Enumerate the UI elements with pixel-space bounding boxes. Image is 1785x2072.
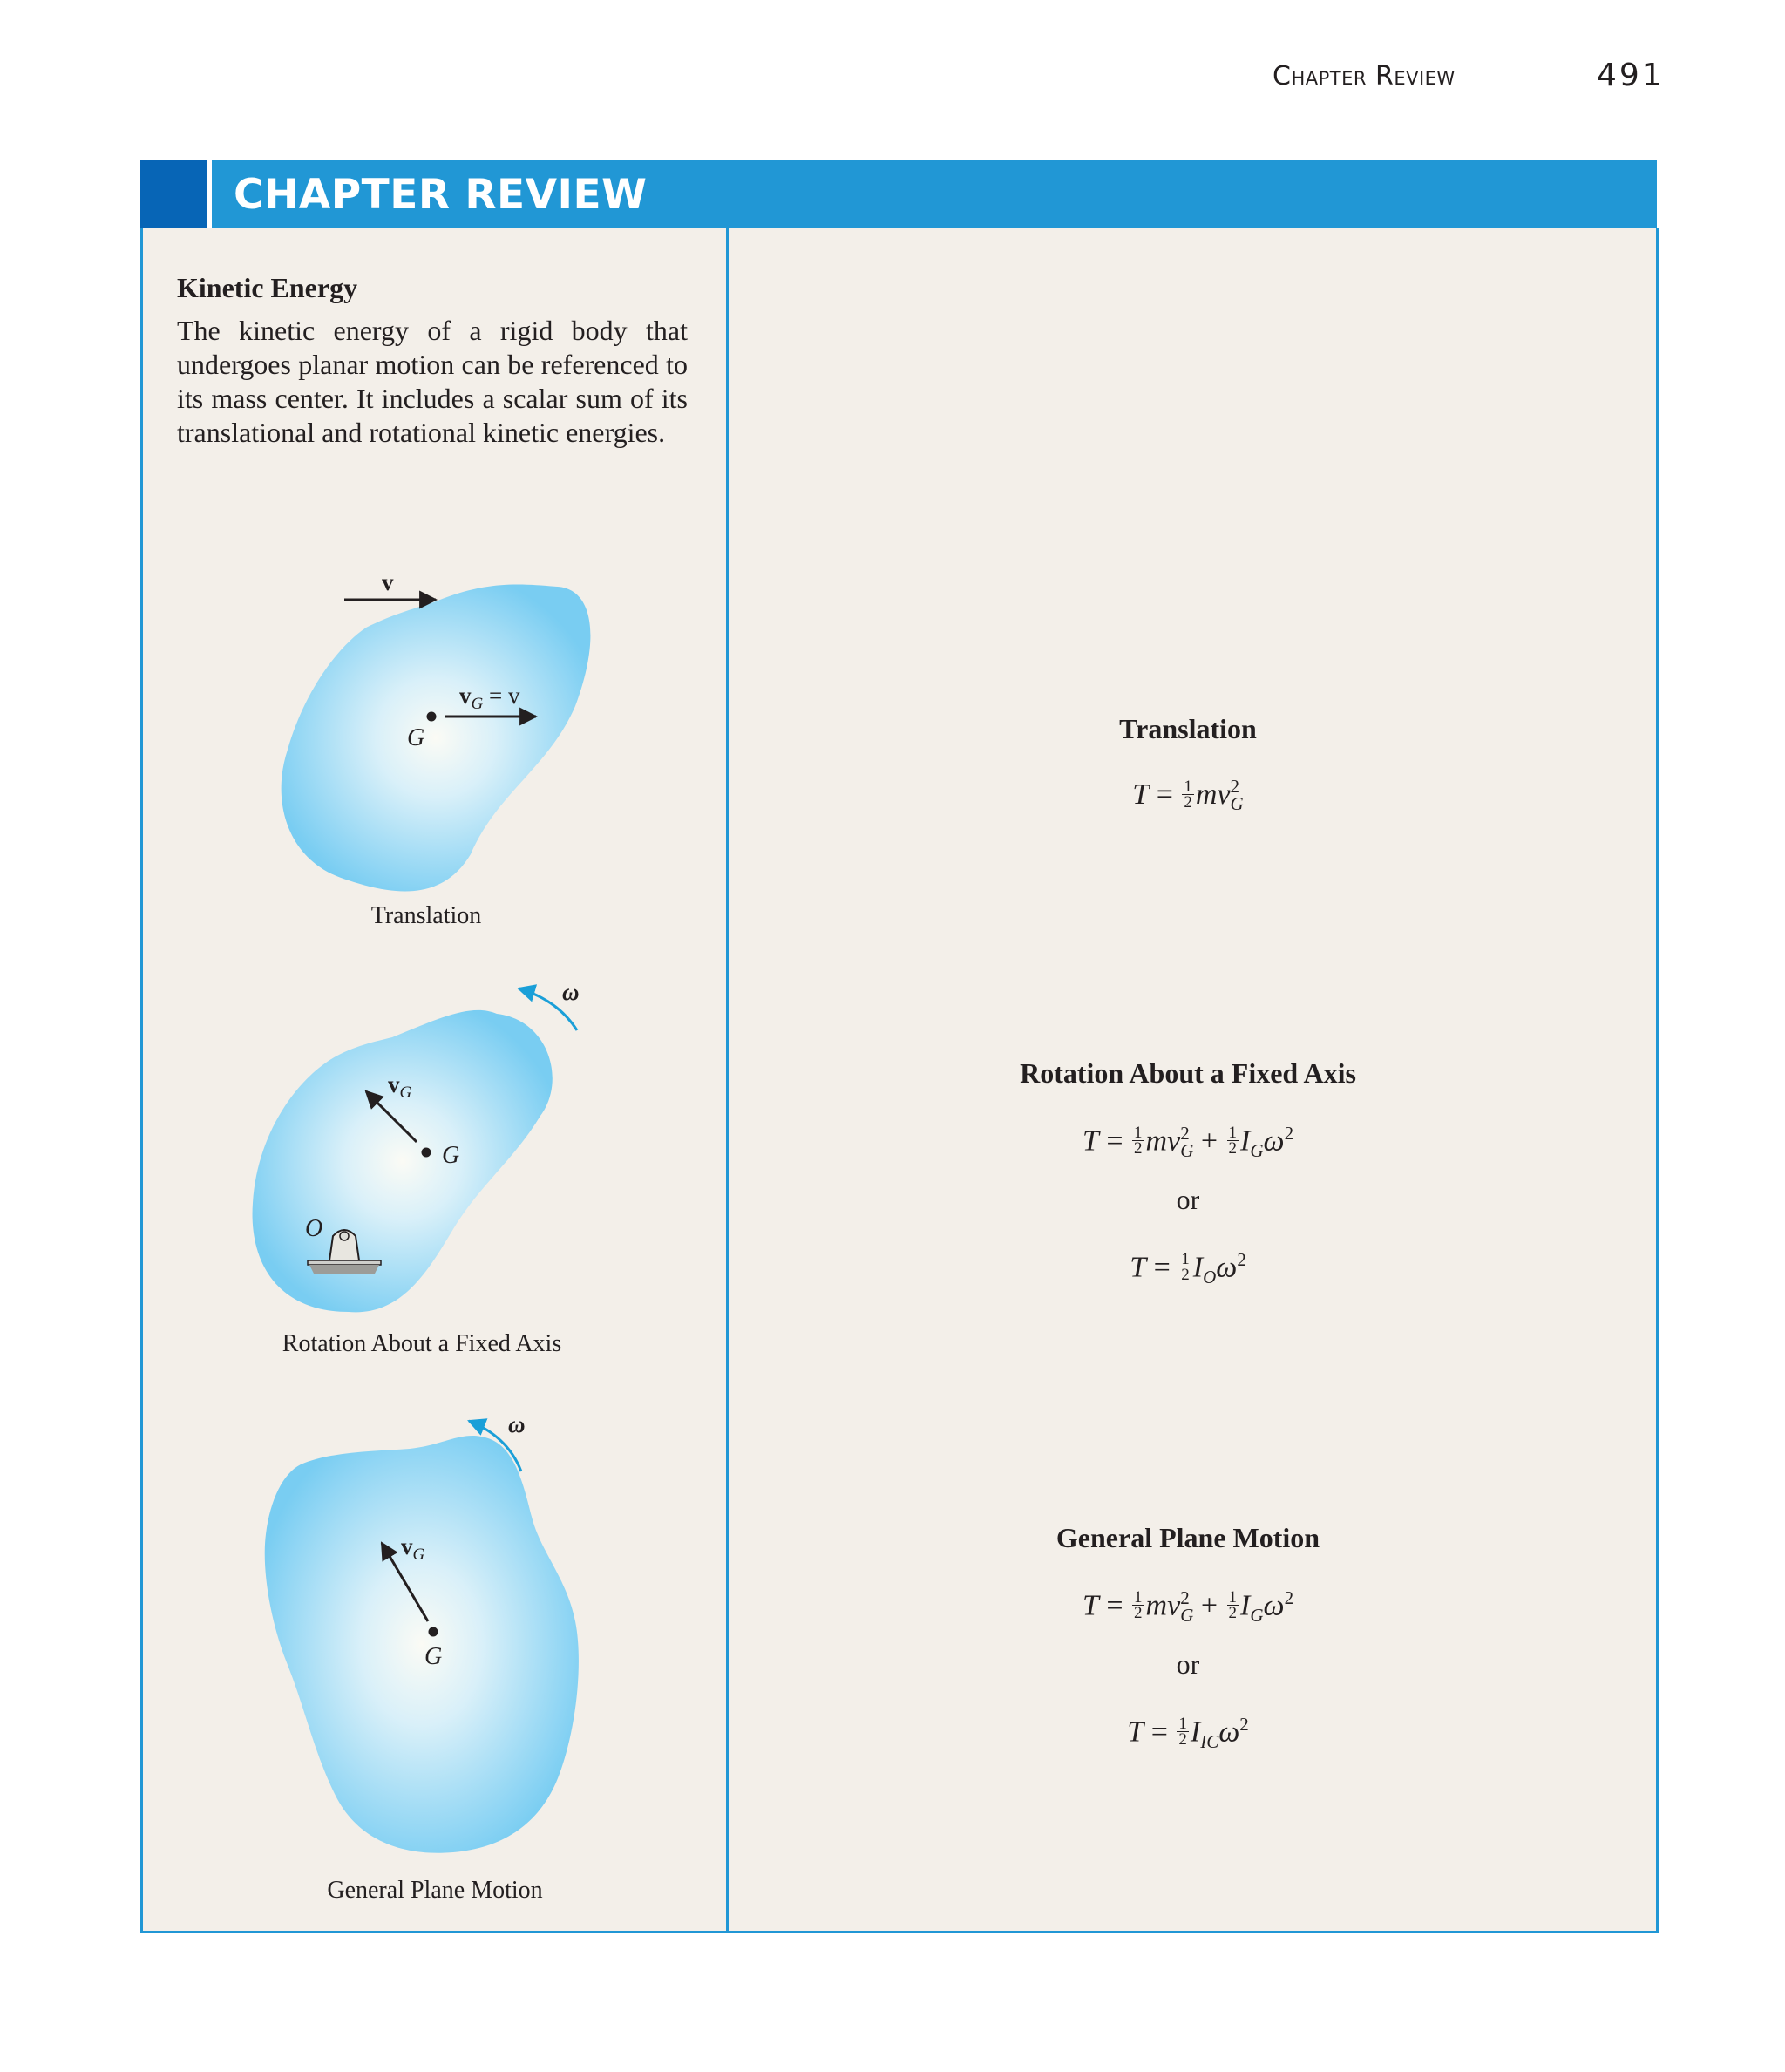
equation-rotation-2: T = $\frac{1}{2}$ $I_O\omega^2$ [1130,1249,1246,1288]
mass-center-point [422,1148,431,1158]
page-number: 491 [1597,58,1665,93]
vg-label: $v_G$ [388,1071,412,1102]
g-label: G [442,1142,460,1169]
omega-label: ω [562,979,580,1005]
equation-rotation-1: T = $\frac{1}{2}$ mv 2 G + $\frac{1}{2}$ $I_G\omega^2$ [1082,1122,1294,1162]
section-title: Kinetic Energy [177,272,358,303]
figure-caption-rotation: Rotation About a Fixed Axis [282,1330,562,1357]
equation-or-rotation: or [1176,1184,1200,1215]
general-figure [265,1411,579,1853]
mass-center-point [427,712,437,722]
equation-title-translation: Translation [1119,713,1257,744]
omega-label: ω [508,1411,526,1437]
translation-body-shape [282,584,591,891]
running-head: Chapter Review [1273,61,1456,92]
rotation-body-shape [253,1010,553,1312]
equation-or-general: or [1176,1648,1200,1680]
equation-translation: T = $\frac{1}{2}$ mv 2 G [1132,776,1244,815]
rotation-figure [253,979,580,1312]
banner-title: CHAPTER REVIEW [234,171,648,219]
mass-center-point [429,1627,438,1637]
vg-label: $v_G$ [401,1533,425,1564]
o-label: O [305,1215,323,1242]
equation-general-1: T = $\frac{1}{2}$ mv 2 G + $\frac{1}{2}$ $I_G\omega^2$ [1082,1586,1294,1627]
general-body-shape [265,1436,579,1853]
g-label: G [407,724,425,751]
equation-general-2: T = $\frac{1}{2}$ $I_{IC}\omega^2$ [1127,1714,1249,1753]
equation-title-general: General Plane Motion [1055,1522,1320,1553]
figure-caption-translation: Translation [370,902,482,929]
section-body: The kinetic energy of a rigid body that undergoes planar motion can be referenced to its mass center. It includes a scalar sum of its translational and rotational kinetic energies. [177,315,688,448]
g-label: G [424,1643,443,1670]
equation-title-rotation: Rotation About a Fixed Axis [1020,1057,1356,1089]
vg-label: $v_G = v$ [459,683,520,713]
figure-caption-general: General Plane Motion [327,1877,543,1904]
translation-figure [282,569,591,891]
velocity-label: v [382,569,394,595]
